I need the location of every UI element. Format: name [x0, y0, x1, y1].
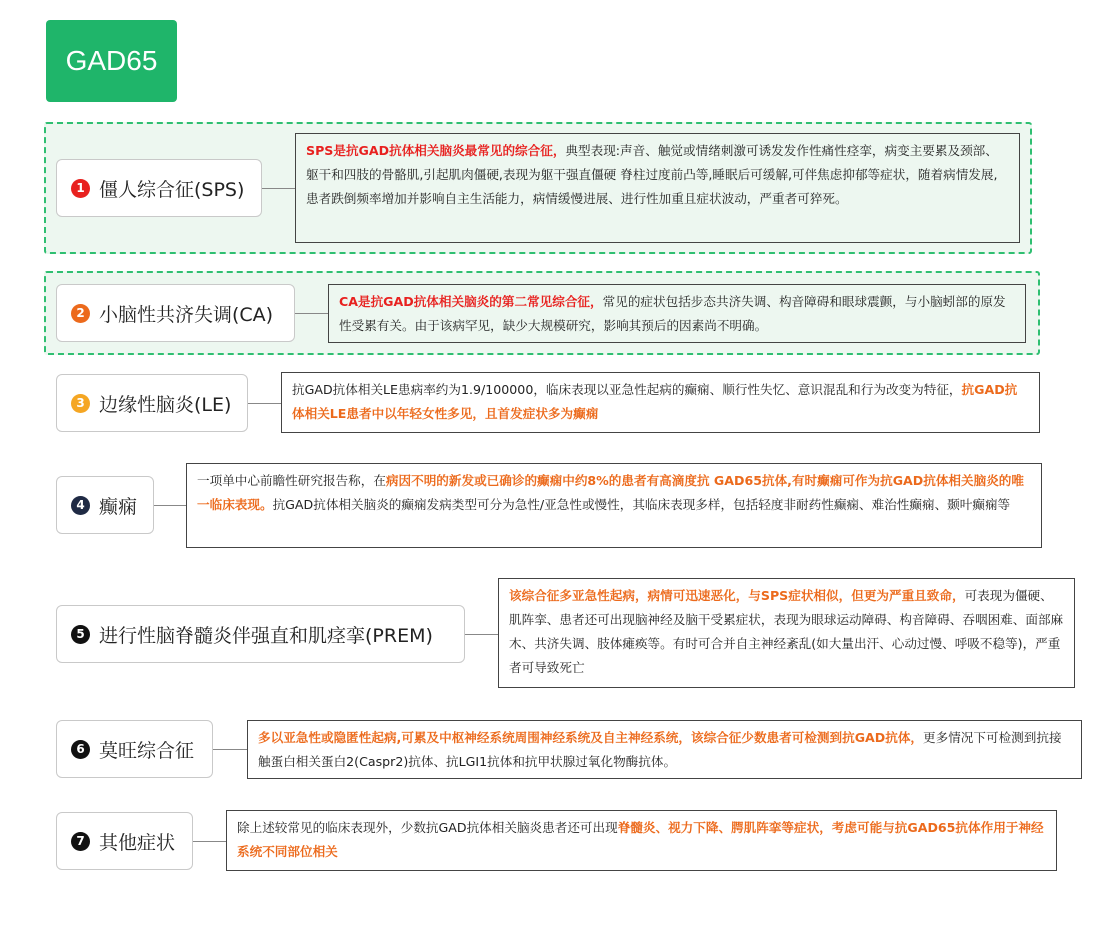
- desc-highlight: 病因不明的新发或已确诊的癫痫中约8%的患者有高滴度抗 GAD65抗体,有时癫痫可作为抗GAD抗体相关脑炎的唯一临床表现。: [197, 473, 1024, 512]
- desc-text: 常见的症状包括步态共济失调、构音障碍和眼球震颤，与小脑蚓部的原发性受累有关。由于该病罕见，缺少大规模研究，影响其预后的因素尚不明确。: [339, 294, 1006, 333]
- desc-text: 除上述较常见的临床表现外，少数抗GAD抗体相关脑炎患者还可出现: [237, 820, 618, 835]
- desc-highlight: 抗GAD抗体相关LE患者中以年轻女性多见，且首发症状多为癫痫: [292, 382, 1018, 421]
- connector: [193, 841, 226, 842]
- desc-highlight: SPS是抗GAD抗体相关脑炎最常见的综合征，: [306, 143, 566, 158]
- desc-highlight: 多以亚急性或隐匿性起病,可累及中枢神经系统周围神经系统及自主神经系统，该综合征少数患者可检测到抗GAD抗体，: [258, 730, 924, 745]
- number-badge: 4: [71, 496, 90, 515]
- branch-label: 进行性脑脊髓炎伴强直和肌痉挛(PREM): [99, 624, 433, 647]
- branch-label: 其他症状: [99, 831, 176, 854]
- number-badge: 7: [71, 832, 90, 851]
- branch-label: 莫旺综合征: [99, 739, 195, 762]
- branch-node-le[interactable]: [56, 374, 248, 432]
- branch-desc-sps: [295, 133, 1020, 243]
- number-badge: 2: [71, 304, 90, 323]
- branch-node-morvan[interactable]: [56, 720, 213, 778]
- number-badge: 5: [71, 625, 90, 644]
- desc-text: 一项单中心前瞻性研究报告称，在: [197, 473, 386, 488]
- desc-text: 可表现为僵硬、肌阵挛、患者还可出现脑神经及脑干受累症状，表现为眼球运动障碍、构音障碍、吞咽困难、面部麻木、共济失调、肢体瘫痪等。有时可合并自主神经紊乱(如大量出汗、心动过慢、呼吸不稳等)，严重者可导致死亡: [509, 588, 1064, 675]
- branch-node-prem[interactable]: [56, 605, 465, 663]
- desc-text: 更多情况下可检测到抗接触蛋白相关蛋白2(Caspr2)抗体、抗LGI1抗体和抗甲状腺过氧化物酶抗体。: [258, 730, 1062, 769]
- branch-label: 小脑性共济失调(CA): [99, 303, 274, 326]
- connector: [213, 749, 247, 750]
- branch-node-ca[interactable]: [56, 284, 295, 342]
- connector: [154, 505, 186, 506]
- number-badge: 3: [71, 394, 90, 413]
- branch-desc-morvan: [247, 720, 1082, 779]
- number-badge: 6: [71, 740, 90, 759]
- desc-highlight: CA是抗GAD抗体相关脑炎的第二常见综合征，: [339, 294, 603, 309]
- connector: [248, 403, 281, 404]
- branch-desc-other: [226, 810, 1057, 871]
- branch-desc-le: [281, 372, 1040, 433]
- branch-node-epilepsy[interactable]: [56, 476, 154, 534]
- desc-text: 抗GAD抗体相关LE患病率约为1.9/100000，临床表现以亚急性起病的癫痫、顺行性失忆、意识混乱和行为改变为特征，: [292, 382, 962, 397]
- branch-label: 癫痫: [99, 495, 138, 518]
- branch-label: 僵人综合征(SPS): [99, 178, 245, 201]
- desc-highlight: 脊髓炎、视力下降、腭肌阵挛等症状，考虑可能与抗GAD65抗体作用于神经系统不同部位相关: [237, 820, 1044, 859]
- desc-text: 典型表现:声音、触觉或情绪刺激可诱发发作性痛性痉挛，病变主要累及颈部、躯干和四肢的骨骼肌,引起肌肉僵硬,表现为躯干强直僵硬 脊柱过度前凸等,睡眠后可缓解,可伴焦虑抑郁等症状，随着病情发展,患者跌倒频率增加并影响自主生活能力，病情缓慢进展、进行性加重且症状波动，严重者可猝死。: [306, 143, 998, 206]
- branch-node-sps[interactable]: [56, 159, 262, 217]
- branch-desc-epilepsy: [186, 463, 1042, 548]
- connector: [295, 313, 328, 314]
- number-badge: 1: [71, 179, 90, 198]
- desc-text: 抗GAD抗体相关脑炎的癫痫发病类型可分为急性/亚急性或慢性，其临床表现多样，包括轻度非耐药性癫痫、难治性癫痫、颞叶癫痫等: [272, 497, 1011, 512]
- branch-desc-prem: [498, 578, 1075, 688]
- desc-highlight: 该综合征多亚急性起病，病情可迅速恶化，与SPS症状相似，但更为严重且致命，: [509, 588, 965, 603]
- root-topic[interactable]: [46, 20, 177, 102]
- connector: [465, 634, 498, 635]
- root-title: GAD65: [65, 45, 158, 76]
- branch-label: 边缘性脑炎(LE): [99, 393, 232, 416]
- connector: [262, 188, 295, 189]
- branch-desc-ca: [328, 284, 1026, 343]
- branch-node-other[interactable]: [56, 812, 193, 870]
